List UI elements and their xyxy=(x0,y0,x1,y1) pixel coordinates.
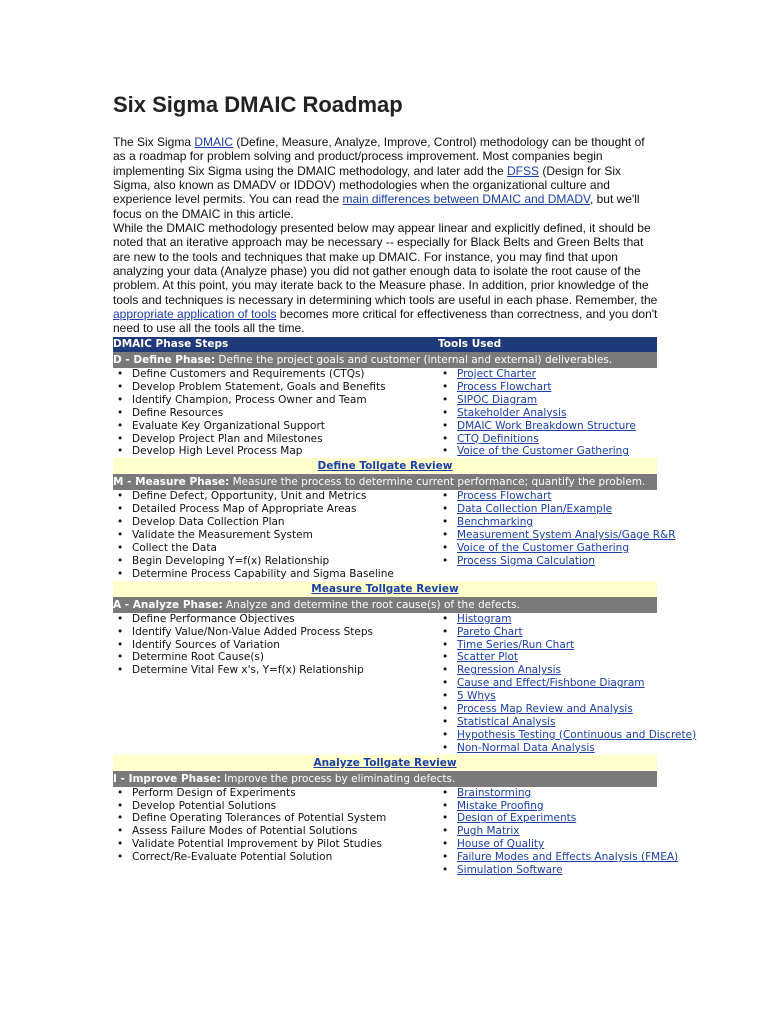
tollgate-row xyxy=(113,755,657,771)
tool-link[interactable]: Design of Experiments xyxy=(457,812,577,825)
phase-step-item: • Determine Vital Few x's, Y=f(x) Relationship xyxy=(113,664,438,677)
tool-link[interactable]: Simulation Software xyxy=(457,864,563,877)
intro-text-run: (Design for Six Sigma, also known as DMADV or IDDOV) methodologies when the organizational culture and experience level permits. You can read the xyxy=(113,163,622,207)
phase-label: M - Measure Phase: xyxy=(113,476,230,489)
phase-step-item: • Develop Potential Solutions xyxy=(113,800,438,813)
tool-link[interactable]: Process Sigma Calculation xyxy=(457,554,595,567)
column-header-tools: Tools Used xyxy=(438,337,657,352)
phase-header xyxy=(113,352,657,368)
phase-step-item: • Evaluate Key Organizational Support xyxy=(113,420,438,433)
tool-list-item xyxy=(438,677,657,690)
phase-header-row xyxy=(113,474,657,490)
tool-link[interactable]: SIPOC Diagram xyxy=(457,393,538,406)
phase-description: Define the project goals and customer (internal and external) deliverables. xyxy=(215,354,613,366)
phase-step-item: • Develop Data Collection Plan xyxy=(113,516,438,529)
tool-list-item xyxy=(438,825,657,838)
phase-header-row xyxy=(113,352,657,368)
tollgate-cell xyxy=(113,458,657,474)
phase-label: A - Analyze Phase: xyxy=(113,598,223,611)
column-header-steps: DMAIC Phase Steps xyxy=(113,337,438,352)
phase-content-row xyxy=(113,787,657,877)
tool-link[interactable]: Project Charter xyxy=(457,368,536,380)
tollgate-review-link[interactable]: Analyze Tollgate Review xyxy=(313,756,457,769)
intro-text-run: While the DMAIC methodology presented below may appear linear and explicitly defined, it should be noted that an iterative approach may be necessary -- especially for Black Belts and Green Belts that are new to the tools and techniques that make up DMAIC. For instance, you may find that upon analyzing your data (Analyze phase) you did not gather enough data to isolate the root cause of the problem. At this point, you may iterate back to the Measure phase. In addition, prior knowledge of the tools and techniques is necessary in determining which tools are useful in each phase. Remember, the xyxy=(113,221,658,307)
tool-list-item xyxy=(438,490,657,503)
tool-list-item xyxy=(438,716,657,729)
intro-link[interactable]: appropriate application of tools xyxy=(113,307,277,322)
phase-step-item: • Determine Process Capability and Sigma Baseline xyxy=(113,568,438,581)
phase-steps-list xyxy=(113,613,438,678)
tool-list-item xyxy=(438,420,657,433)
phase-step-item: • Identify Sources of Variation xyxy=(113,639,438,652)
tool-link[interactable]: Regression Analysis xyxy=(457,664,562,677)
tollgate-review-link[interactable]: Measure Tollgate Review xyxy=(311,582,459,595)
tool-list-item xyxy=(438,838,657,851)
phase-step-item: • Perform Design of Experiments xyxy=(113,787,438,800)
tollgate-cell xyxy=(113,581,657,597)
tool-link[interactable]: Benchmarking xyxy=(457,516,534,529)
phase-steps-cell xyxy=(113,613,438,755)
phase-content-row xyxy=(113,368,657,458)
tool-link[interactable]: Mistake Proofing xyxy=(457,799,544,812)
phase-header-row xyxy=(113,771,657,787)
tool-link[interactable]: 5 Whys xyxy=(457,690,496,703)
tool-list-item xyxy=(438,639,657,652)
tool-link[interactable]: Stakeholder Analysis xyxy=(457,406,567,419)
intro-text-run: The Six Sigma xyxy=(113,135,195,149)
tool-list-item xyxy=(438,529,676,542)
tollgate-review-link[interactable]: Define Tollgate Review xyxy=(317,460,453,473)
phase-label: D - Define Phase: xyxy=(113,354,216,366)
tollgate-row xyxy=(113,458,657,474)
intro-text-run: (Define, Measure, Analyze, Improve, Control) methodology can be thought of as a roadmap for problem solving and product/process improvement. Most companies begin implementing Six Sigma using the DMAIC methodology, and later add the xyxy=(113,135,645,178)
phase-tools-list xyxy=(438,786,679,877)
tool-link[interactable]: Process Flowchart xyxy=(457,490,552,503)
tool-list-item xyxy=(438,864,657,877)
tool-list-item xyxy=(438,445,657,458)
phase-step-item: • Collect the Data xyxy=(113,542,438,555)
intro-paragraph-2 xyxy=(113,221,658,336)
tool-list-item xyxy=(438,613,657,626)
phase-step-item: • Define Customers and Requirements (CTQs) xyxy=(113,368,438,381)
phase-step-item: • Assess Failure Modes of Potential Solutions xyxy=(113,825,438,838)
phase-step-item: • Develop Problem Statement, Goals and Benefits xyxy=(113,381,438,394)
phase-step-item: • Correct/Re-Evaluate Potential Solution xyxy=(113,851,438,864)
tool-list-item xyxy=(438,690,657,703)
phase-steps-cell xyxy=(113,368,438,458)
tool-link[interactable]: Pareto Chart xyxy=(457,625,523,638)
phase-step-item: • Validate the Measurement System xyxy=(113,529,438,542)
tool-list-item xyxy=(438,703,657,716)
phase-description: Improve the process by eliminating defects. xyxy=(220,772,456,785)
tool-list-item xyxy=(438,742,657,755)
dmaic-roadmap-table xyxy=(113,337,697,877)
tool-list-item xyxy=(438,728,697,742)
phase-step-item: • Define Resources xyxy=(113,407,438,420)
phase-step-item: • Detailed Process Map of Appropriate Areas xyxy=(113,503,438,516)
tool-link[interactable]: Process Map Review and Analysis xyxy=(457,703,633,716)
phase-header xyxy=(113,597,657,613)
phase-tools-cell xyxy=(438,786,679,877)
tool-list-item xyxy=(438,542,657,555)
phase-step-item: • Define Operating Tolerances of Potential System xyxy=(113,812,438,825)
phase-content-row xyxy=(113,490,657,580)
tool-list-item xyxy=(438,812,657,825)
phase-description: Measure the process to determine current performance; quantify the problem. xyxy=(229,476,646,489)
tool-link[interactable]: Hypothesis Testing (Continuous and Discrete) xyxy=(457,728,697,741)
tool-list-item xyxy=(438,503,657,516)
tool-list-item xyxy=(438,433,657,446)
page-title: Six Sigma DMAIC Roadmap xyxy=(113,92,403,117)
phase-steps-cell xyxy=(113,490,438,580)
tool-list-item xyxy=(438,381,657,394)
phase-step-item: • Begin Developing Y=f(x) Relationship xyxy=(113,555,438,568)
tool-link[interactable]: Cause and Effect/Fishbone Diagram xyxy=(457,677,645,690)
phase-step-item: • Define Performance Objectives xyxy=(113,613,438,626)
phase-step-item: • Define Defect, Opportunity, Unit and Metrics xyxy=(113,490,438,503)
phase-steps-list xyxy=(113,787,438,864)
tollgate-row xyxy=(113,581,657,597)
tool-link[interactable]: Time Series/Run Chart xyxy=(457,638,575,651)
phase-steps-cell xyxy=(113,787,438,877)
tool-list-item xyxy=(438,651,657,664)
tool-link[interactable]: Data Collection Plan/Example xyxy=(457,503,613,516)
tool-link[interactable]: Voice of the Customer Gathering xyxy=(457,541,630,554)
phase-step-item: • Identify Value/Non-Value Added Process Steps xyxy=(113,626,438,639)
phase-steps-list xyxy=(113,490,438,580)
tool-link[interactable]: Measurement System Analysis/Gage R&R xyxy=(457,529,676,542)
tool-link[interactable]: Scatter Plot xyxy=(457,651,519,664)
tool-link[interactable]: House of Quality xyxy=(457,838,545,851)
tollgate-cell xyxy=(113,755,657,771)
tool-list-item xyxy=(438,394,657,407)
phase-step-item: • Develop Project Plan and Milestones xyxy=(113,433,438,446)
tool-link[interactable]: Process Flowchart xyxy=(457,380,552,393)
phase-step-item: • Develop High Level Process Map xyxy=(113,445,438,458)
tool-link[interactable]: Histogram xyxy=(457,612,512,625)
phase-tools-cell xyxy=(438,490,676,580)
phase-steps-list xyxy=(113,368,438,458)
phase-label: I - Improve Phase: xyxy=(113,772,221,785)
tool-link[interactable]: Brainstorming xyxy=(457,786,532,799)
intro-text xyxy=(113,135,658,336)
tool-list-item xyxy=(438,516,657,529)
intro-text-run: , but we'll focus on the DMAIC in this article. xyxy=(113,192,640,221)
phase-header xyxy=(113,771,657,787)
intro-paragraph-1 xyxy=(113,135,658,221)
tool-link[interactable]: Voice of the Customer Gathering xyxy=(457,445,630,458)
phase-tools-list xyxy=(438,612,697,755)
tool-list-item xyxy=(438,368,657,381)
phase-tools-cell xyxy=(438,612,697,755)
intro-link[interactable]: main differences between DMAIC and DMADV xyxy=(342,192,590,207)
tool-list-item xyxy=(438,626,657,639)
phase-tools-list xyxy=(438,490,676,567)
phase-content-row xyxy=(113,613,657,755)
tool-list-item xyxy=(438,851,679,864)
tool-link[interactable]: DMAIC Work Breakdown Structure xyxy=(457,419,636,432)
table-header-row xyxy=(113,337,657,352)
phase-tools-cell xyxy=(438,368,657,458)
phase-tools-list xyxy=(438,368,657,458)
phase-step-item: • Determine Root Cause(s) xyxy=(113,651,438,664)
tool-link[interactable]: Statistical Analysis xyxy=(457,715,556,728)
tool-link[interactable]: Non-Normal Data Analysis xyxy=(457,741,595,754)
tool-list-item xyxy=(438,555,657,568)
tool-list-item xyxy=(438,800,657,813)
tool-link[interactable]: Pugh Matrix xyxy=(457,825,520,838)
intro-link[interactable]: DFSS xyxy=(506,163,539,178)
phase-step-item: • Identify Champion, Process Owner and Team xyxy=(113,394,438,407)
phase-step-item: • Validate Potential Improvement by Pilot Studies xyxy=(113,838,438,851)
tool-link[interactable]: Failure Modes and Effects Analysis (FMEA) xyxy=(457,851,679,864)
phase-header-row xyxy=(113,597,657,613)
tool-list-item xyxy=(438,664,657,677)
phase-description: Analyze and determine the root cause(s) of the defects. xyxy=(222,598,520,611)
tool-list-item xyxy=(438,407,657,420)
intro-link[interactable]: DMAIC xyxy=(194,135,234,149)
intro-text-run: becomes more critical for effectiveness than correctness, and you don't need to use all the tools all the time. xyxy=(113,307,658,336)
phase-header xyxy=(113,474,657,490)
tool-list-item xyxy=(438,787,657,800)
tool-link[interactable]: CTQ Definitions xyxy=(457,432,539,445)
